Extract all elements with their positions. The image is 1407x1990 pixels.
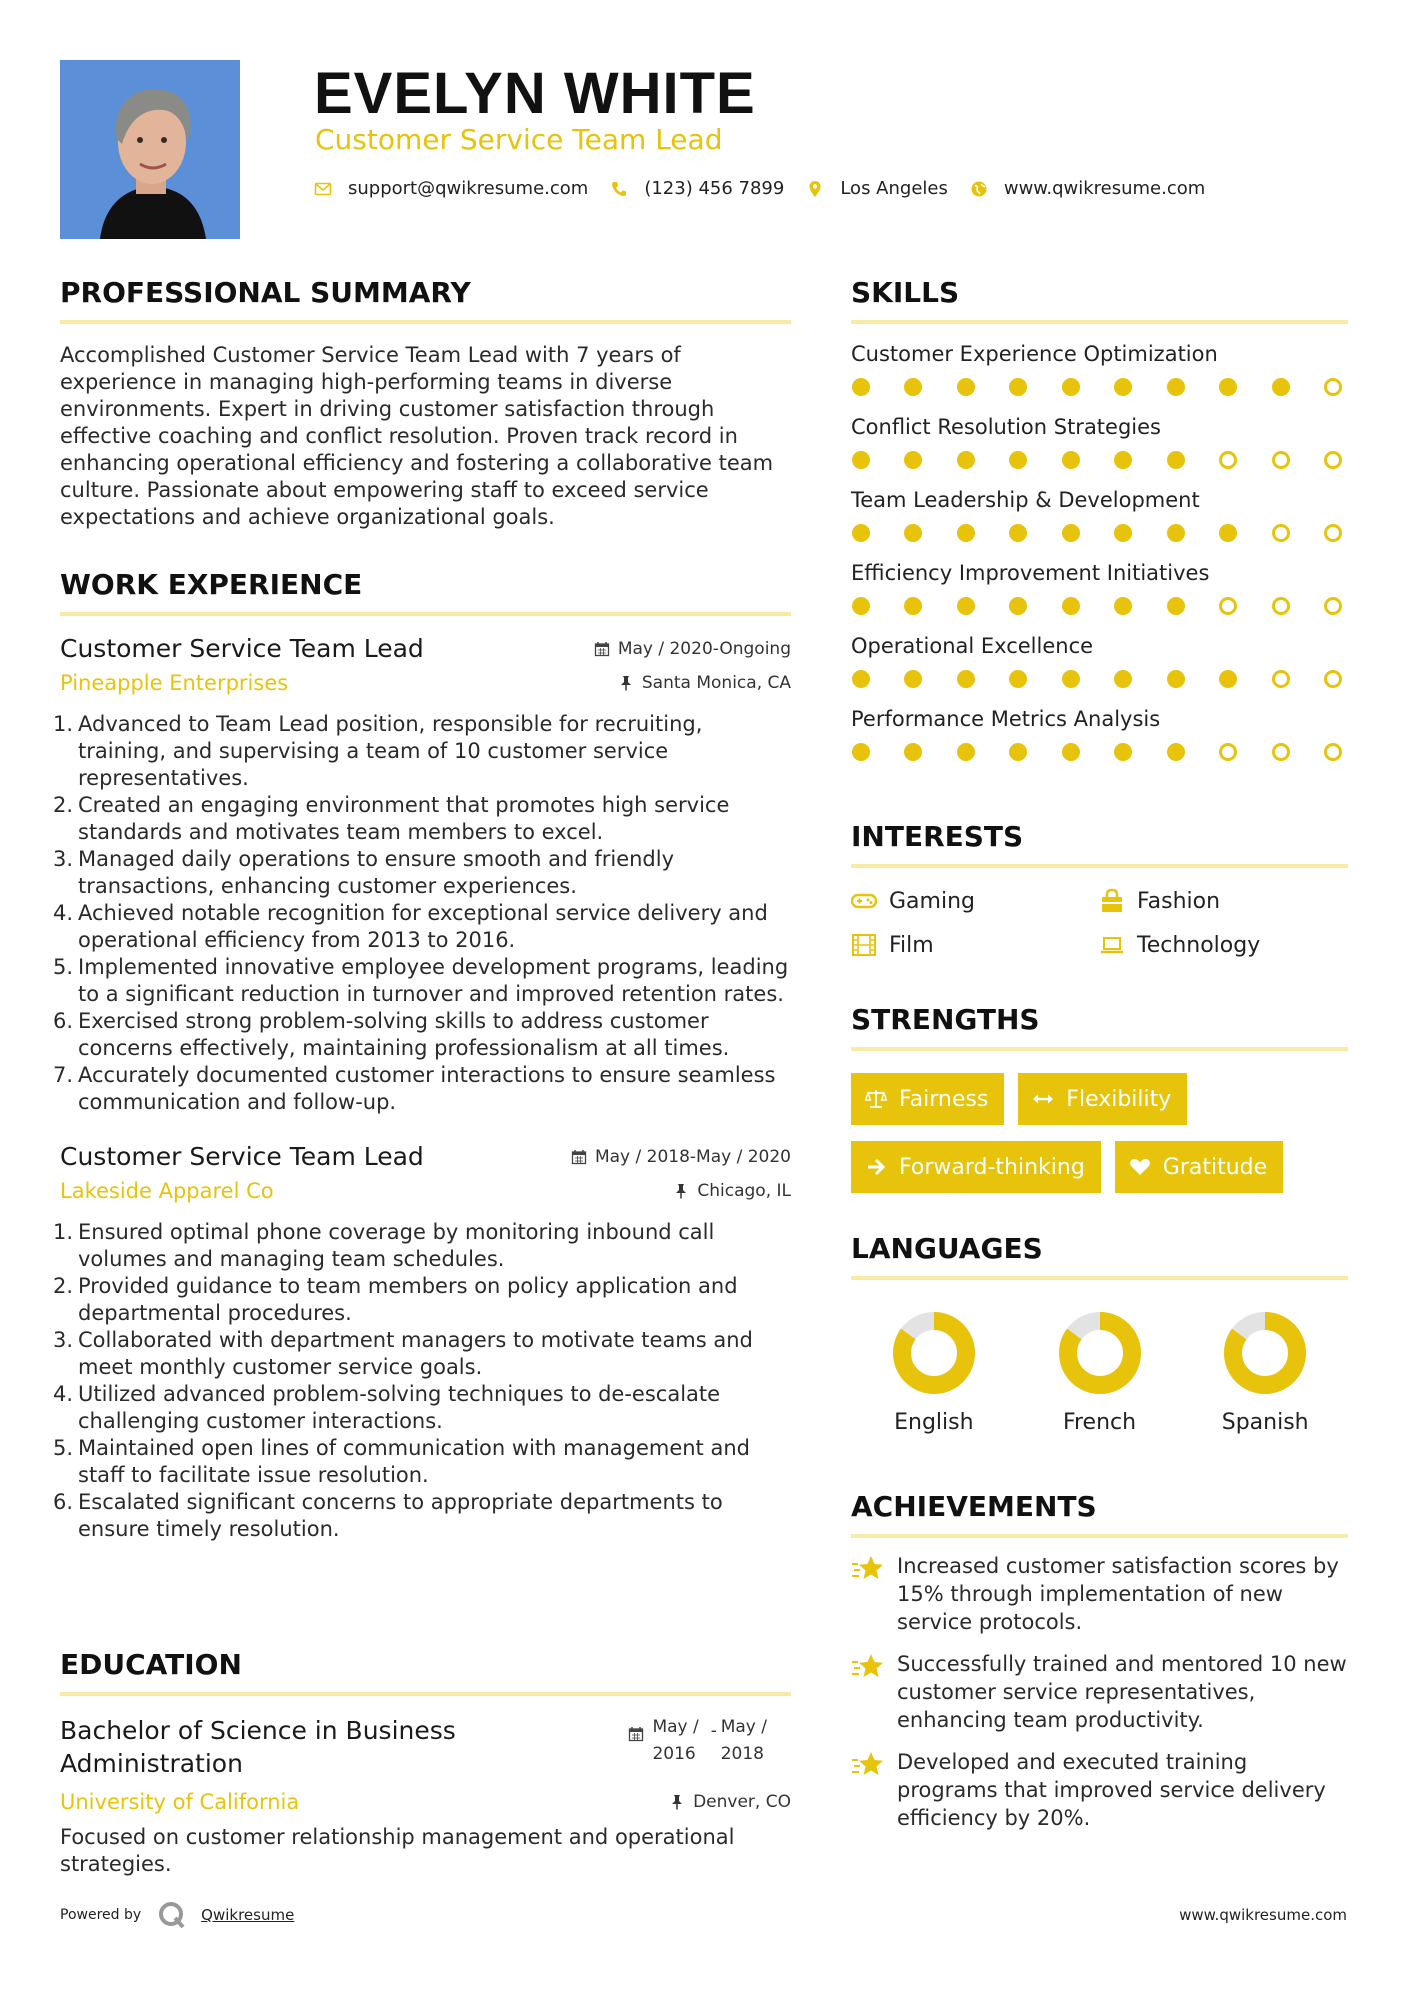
list-item: Accurately documented customer interactions to ensure seamless communication and follow-up. — [78, 1063, 776, 1114]
school-location — [669, 1792, 791, 1812]
languages-section — [851, 1232, 1348, 1435]
strengths-heading: STRENGTHS — [851, 1003, 1040, 1036]
skill-name: Team Leadership & Development — [851, 488, 1200, 512]
skill-item — [851, 340, 1348, 396]
rating-dot-filled — [1062, 378, 1080, 396]
list-item: Achieved notable recognition for exceptional service delivery and operational efficiency from 2013 to 2016. — [78, 901, 768, 952]
education-dates — [628, 1714, 767, 1780]
rating-dot-filled — [1219, 378, 1237, 396]
contact-email[interactable] — [314, 178, 588, 199]
language-ring — [891, 1310, 977, 1396]
rating-dot-filled — [1009, 378, 1027, 396]
rating-dot-empty — [1324, 524, 1342, 542]
school-name: University of California — [60, 1790, 300, 1814]
list-item: Managed daily operations to ensure smooth and friendly transactions, enhancing customer experiences. — [78, 847, 675, 898]
rating-dot-filled — [1009, 524, 1027, 542]
rating-dot-filled — [1114, 451, 1132, 469]
achievement-item — [851, 1552, 1348, 1636]
strength-label: Flexibility — [1066, 1086, 1172, 1112]
rating-dot-empty — [1272, 597, 1290, 615]
job-location — [673, 1181, 791, 1201]
achievement-item — [851, 1748, 1348, 1832]
job-entry — [60, 1142, 791, 1543]
job-dates-text: May / 2018-May / 2020 — [594, 1146, 791, 1167]
job-title: Customer Service Team Lead — [60, 1142, 424, 1171]
job-location-text: Chicago, IL — [697, 1181, 791, 1201]
degree-title: Bachelor of Science in Business Administration — [60, 1716, 456, 1778]
footer-site[interactable]: www.qwikresume.com — [1179, 1906, 1347, 1924]
job-entry — [60, 634, 791, 1116]
date-start-line2: 2016 — [652, 1744, 696, 1764]
phone-text: (123) 456 7899 — [644, 178, 785, 199]
skill-name: Operational Excellence — [851, 634, 1094, 658]
rating-dot-filled — [1219, 524, 1237, 542]
experience-heading: WORK EXPERIENCE — [60, 568, 363, 601]
divider — [60, 612, 791, 616]
skill-name: Customer Experience Optimization — [851, 342, 1218, 366]
rating-dot-filled — [1114, 597, 1132, 615]
divider — [60, 320, 791, 324]
summary-text: Accomplished Customer Service Team Lead with 7 years of experience in managing high-performing teams in diverse environments. Expert in driving customer satisfaction through effective coaching and conflict resolution. Proven track record in enhancing operational efficiency and fostering a collaborative team culture. Passionate about empowering staff to exceed service expectations and achieve organizational goals. — [60, 343, 774, 529]
rating-dot-empty — [1219, 451, 1237, 469]
skill-item — [851, 559, 1348, 615]
contact-phone[interactable] — [610, 178, 784, 199]
candidate-name: EVELYN WHITE — [314, 61, 756, 126]
date-end-line1: May / — [720, 1717, 767, 1737]
rating-dot-filled — [1167, 451, 1185, 469]
rating-dot-empty — [1219, 597, 1237, 615]
rating-dot-filled — [957, 524, 975, 542]
rating-dot-filled — [1167, 378, 1185, 396]
footer-powered-by — [60, 1900, 294, 1930]
interest-label: Film — [889, 932, 934, 958]
rating-dot-filled — [1219, 670, 1237, 688]
skills-list — [851, 340, 1348, 761]
language-name: English — [894, 1410, 974, 1435]
languages-list — [851, 1310, 1348, 1435]
job-dates — [594, 639, 791, 659]
summary-heading: PROFESSIONAL SUMMARY — [60, 276, 471, 309]
rating-dot-filled — [957, 670, 975, 688]
rating-dot-filled — [1114, 670, 1132, 688]
duty-list — [60, 711, 791, 1116]
rating-dot-empty — [1324, 378, 1342, 396]
map-pin-icon — [806, 180, 824, 198]
phone-icon — [610, 180, 628, 198]
skill-rating — [852, 524, 1342, 542]
list-item: Maintained open lines of communication with management and staff to facilitate issue resolution. — [78, 1436, 750, 1487]
achievement-text: Successfully trained and mentored 10 new customer service representatives, enhancing team productivity. — [897, 1652, 1347, 1732]
rating-dot-filled — [1167, 670, 1185, 688]
divider — [851, 1047, 1348, 1051]
job-dates — [571, 1147, 791, 1167]
strength-tag — [851, 1073, 1004, 1125]
list-item: Escalated significant concerns to appropriate departments to ensure timely resolution. — [78, 1490, 723, 1541]
date-end-line2: 2018 — [720, 1744, 764, 1764]
achievement-item — [851, 1650, 1348, 1734]
rating-dot-filled — [1114, 524, 1132, 542]
rating-dot-filled — [852, 524, 870, 542]
skill-name: Efficiency Improvement Initiatives — [851, 561, 1210, 585]
rating-dot-filled — [1062, 597, 1080, 615]
rating-dot-filled — [1167, 743, 1185, 761]
qwikresume-logo-icon — [157, 1900, 187, 1930]
divider — [851, 864, 1348, 868]
laptop-icon — [1099, 932, 1125, 958]
arrows-h-icon — [1032, 1088, 1054, 1110]
job-dates-text: May / 2020-Ongoing — [617, 638, 791, 659]
date-start-line1: May / — [652, 1717, 699, 1737]
pushpin-icon — [669, 1794, 685, 1810]
website-text: www.qwikresume.com — [1003, 178, 1206, 199]
skill-rating — [852, 743, 1342, 761]
star-icon — [851, 1554, 885, 1584]
rating-dot-filled — [852, 378, 870, 396]
divider — [851, 1276, 1348, 1280]
language-item — [1182, 1310, 1348, 1435]
rating-dot-filled — [1062, 524, 1080, 542]
education-description: Focused on customer relationship management and operational strategies. — [60, 1825, 735, 1876]
calendar-icon — [594, 641, 610, 657]
rating-dot-filled — [1009, 451, 1027, 469]
divider — [851, 320, 1348, 324]
interest-gaming — [851, 888, 1099, 914]
list-item: Implemented innovative employee development programs, leading to a significant reduction in turnover and improved retention rates. — [78, 955, 789, 1006]
rating-dot-filled — [1009, 743, 1027, 761]
skills-section — [851, 276, 1348, 761]
company-name: Pineapple Enterprises — [60, 671, 289, 695]
skill-rating — [852, 670, 1342, 688]
rating-dot-filled — [852, 597, 870, 615]
rating-dot-filled — [1009, 597, 1027, 615]
rating-dot-filled — [957, 378, 975, 396]
strength-tag — [851, 1141, 1101, 1193]
skill-name: Performance Metrics Analysis — [851, 707, 1161, 731]
rating-dot-filled — [1114, 378, 1132, 396]
rating-dot-empty — [1272, 670, 1290, 688]
divider — [851, 1534, 1348, 1538]
list-item: Provided guidance to team members on policy application and departmental procedures. — [78, 1274, 738, 1325]
strength-label: Forward-thinking — [899, 1154, 1085, 1180]
rating-dot-filled — [1167, 597, 1185, 615]
rating-dot-filled — [1062, 743, 1080, 761]
job-title: Customer Service Team Lead — [60, 634, 424, 663]
language-name: Spanish — [1221, 1410, 1309, 1435]
interest-film — [851, 932, 1099, 958]
rating-dot-filled — [1062, 451, 1080, 469]
achievements-section — [851, 1490, 1348, 1832]
heart-icon — [1129, 1156, 1151, 1178]
rating-dot-filled — [957, 743, 975, 761]
interests-heading: INTERESTS — [851, 820, 1024, 853]
film-icon — [851, 932, 877, 958]
skill-rating — [852, 451, 1342, 469]
rating-dot-empty — [1324, 670, 1342, 688]
language-ring — [1222, 1310, 1308, 1396]
list-item: Exercised strong problem-solving skills to address customer concerns effectively, maintaining professionalism at all times. — [78, 1009, 730, 1060]
list-item: Collaborated with department managers to motivate teams and meet monthly customer service goals. — [78, 1328, 753, 1379]
interest-technology — [1099, 932, 1319, 958]
rating-dot-filled — [904, 743, 922, 761]
rating-dot-filled — [904, 524, 922, 542]
rating-dot-filled — [957, 597, 975, 615]
profile-photo — [60, 60, 240, 239]
education-section — [60, 1648, 791, 1878]
achievement-text: Increased customer satisfaction scores by 15% through implementation of new service protocols. — [897, 1554, 1339, 1634]
company-name: Lakeside Apparel Co — [60, 1179, 274, 1203]
strength-tag — [1115, 1141, 1283, 1193]
rating-dot-filled — [1167, 524, 1185, 542]
school-location-text: Denver, CO — [693, 1792, 791, 1812]
rating-dot-filled — [904, 597, 922, 615]
rating-dot-empty — [1324, 597, 1342, 615]
list-item: Ensured optimal phone coverage by monitoring inbound call volumes and managing team schedules. — [78, 1220, 715, 1271]
contact-bar — [314, 178, 1227, 199]
star-icon — [851, 1750, 885, 1780]
rating-dot-empty — [1272, 451, 1290, 469]
strength-tag — [1018, 1073, 1187, 1125]
contact-website[interactable] — [970, 178, 1205, 199]
list-item: Utilized advanced problem-solving techniques to de-escalate challenging customer interactions. — [78, 1382, 721, 1433]
interest-label: Gaming — [889, 888, 975, 914]
interest-fashion — [1099, 888, 1319, 914]
rating-dot-filled — [1009, 670, 1027, 688]
skill-item — [851, 632, 1348, 688]
pushpin-icon — [618, 675, 634, 691]
scale-icon — [865, 1088, 887, 1110]
rating-dot-filled — [1272, 378, 1290, 396]
duty-list — [60, 1219, 791, 1543]
rating-dot-empty — [1272, 524, 1290, 542]
list-item: Advanced to Team Lead position, responsible for recruiting, training, and supervising a team of 10 customer service representatives. — [78, 712, 703, 790]
job-location-text: Santa Monica, CA — [641, 673, 791, 693]
skill-item — [851, 486, 1348, 542]
skills-heading: SKILLS — [851, 276, 960, 309]
rating-dot-filled — [904, 378, 922, 396]
rating-dot-filled — [957, 451, 975, 469]
pushpin-icon — [673, 1183, 689, 1199]
rating-dot-filled — [1114, 743, 1132, 761]
skill-rating — [852, 597, 1342, 615]
strength-label: Fairness — [899, 1086, 989, 1112]
rating-dot-empty — [1272, 743, 1290, 761]
job-location — [618, 673, 791, 693]
candidate-title: Customer Service Team Lead — [315, 123, 723, 156]
skill-item — [851, 705, 1348, 761]
rating-dot-empty — [1219, 743, 1237, 761]
rating-dot-filled — [852, 670, 870, 688]
language-item — [1017, 1310, 1183, 1435]
language-ring — [1057, 1310, 1143, 1396]
date-separator: - — [710, 1721, 717, 1741]
skill-name: Conflict Resolution Strategies — [851, 415, 1161, 439]
envelope-icon — [314, 180, 332, 198]
rating-dot-filled — [904, 451, 922, 469]
gamepad-icon — [851, 888, 877, 914]
contact-location — [806, 178, 948, 199]
rating-dot-filled — [852, 743, 870, 761]
languages-heading: LANGUAGES — [851, 1232, 1043, 1265]
interests-section — [851, 820, 1348, 958]
language-name: French — [1062, 1410, 1137, 1435]
strength-label: Gratitude — [1162, 1154, 1268, 1180]
bag-icon — [1099, 888, 1125, 914]
divider — [60, 1692, 791, 1696]
skill-item — [851, 413, 1348, 469]
powered-by-text: Powered by — [60, 1907, 142, 1923]
experience-section — [60, 568, 791, 1543]
calendar-icon — [628, 1726, 644, 1742]
education-heading: EDUCATION — [60, 1648, 242, 1681]
rating-dot-filled — [852, 451, 870, 469]
language-item — [851, 1310, 1017, 1435]
rating-dot-empty — [1324, 451, 1342, 469]
achievements-heading: ACHIEVEMENTS — [851, 1490, 1097, 1523]
interest-label: Technology — [1137, 932, 1261, 958]
email-text: support@qwikresume.com — [348, 178, 589, 199]
rating-dot-filled — [1062, 670, 1080, 688]
star-icon — [851, 1652, 885, 1682]
brand-link[interactable]: Qwikresume — [201, 1906, 295, 1924]
rating-dot-filled — [904, 670, 922, 688]
skill-rating — [852, 378, 1342, 396]
interest-label: Fashion — [1137, 888, 1221, 914]
rating-dot-empty — [1324, 743, 1342, 761]
location-text: Los Angeles — [840, 178, 948, 199]
list-item: Created an engaging environment that promotes high service standards and motivates team members to excel. — [78, 793, 730, 844]
strengths-section — [851, 1003, 1348, 1209]
achievement-text: Developed and executed training programs that improved service delivery efficiency by 20%. — [897, 1750, 1326, 1830]
globe-icon — [970, 180, 988, 198]
calendar-icon — [571, 1149, 587, 1165]
summary-section — [60, 276, 791, 531]
arrow-right-icon — [865, 1156, 887, 1178]
